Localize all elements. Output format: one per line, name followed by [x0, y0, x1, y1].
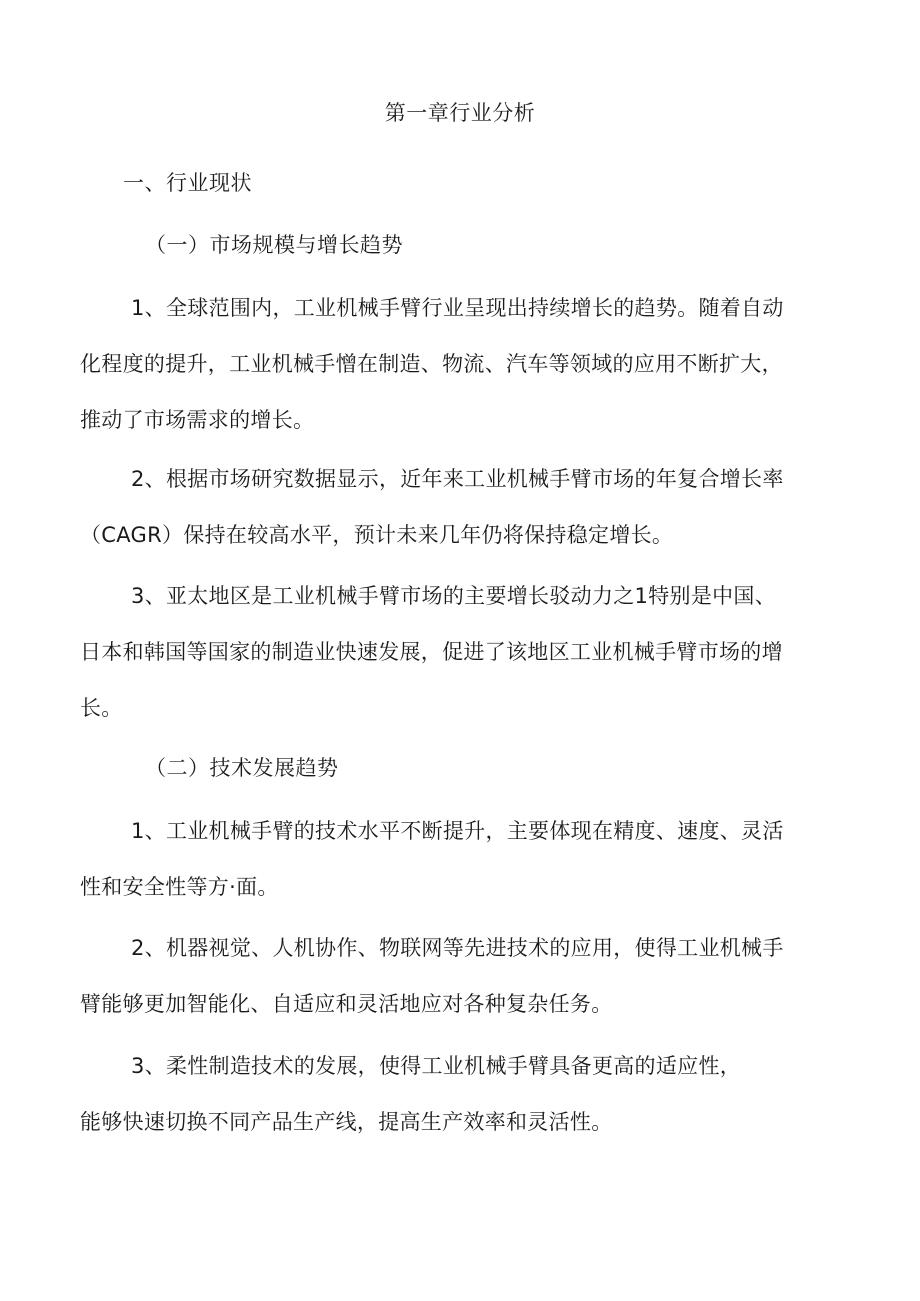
- paragraph: [80, 1038, 840, 1150]
- chapter-title: 第一章行业分析: [384, 101, 536, 125]
- paragraph-line: 1、工业机械手臂的技术水平不断提升，主要体现在精度、速度、灵活: [131, 819, 784, 843]
- paragraph-line: 2、根据市场研究数据显示，近年来工业机械手臂市场的年复合增长率: [131, 467, 784, 491]
- section-heading: 一、行业现状: [123, 171, 252, 195]
- subsection-heading-technology: （二）技术发展趋势: [145, 756, 339, 780]
- paragraph-line: 能够快速切换不同产品生产线，提高生产效率和灵活性。: [80, 1110, 613, 1134]
- paragraph: [80, 568, 840, 736]
- paragraph-line: 性和安全性等方·面。: [80, 875, 279, 899]
- paragraph-line: 化程度的提升，工业机械手憎在制造、物流、汽车等领域的应用不断扩大，: [80, 352, 783, 376]
- paragraph-line: 臂能够更加智能化、自适应和灵活地应对各种复杂任务。: [80, 992, 613, 1016]
- paragraph-line: 长。: [80, 696, 123, 720]
- paragraph-line: 3、亚太地区是工业机械手臂市场的主要增长驳动力之1特别是中国、: [131, 584, 777, 608]
- paragraph: [80, 803, 840, 915]
- subsection-heading-market: （一）市场规模与增长趋势: [145, 233, 403, 257]
- paragraph-line: （CAGR）保持在较高水平，预计未来几年仍将保持稳定增长。: [80, 523, 674, 547]
- paragraph-line: 日本和韩国等国家的制造业快速发展，促进了该地区工业机械手臂市场的增: [80, 640, 783, 664]
- paragraph: [80, 920, 840, 1032]
- paragraph: [80, 280, 840, 448]
- paragraph-line: 3、柔性制造技术的发展，使得工业机械手臂具备更高的适应性，: [131, 1054, 742, 1078]
- paragraph-line: 1、全球范围内，工业机械手臂行业呈现出持续增长的趋势。随着自动: [131, 296, 784, 320]
- paragraph-line: 推动了市场需求的增长。: [80, 408, 315, 432]
- paragraph-line: 2、机器视觉、人机协作、物联网等先进技术的应用，使得工业机械手: [131, 936, 784, 960]
- paragraph: [80, 451, 840, 563]
